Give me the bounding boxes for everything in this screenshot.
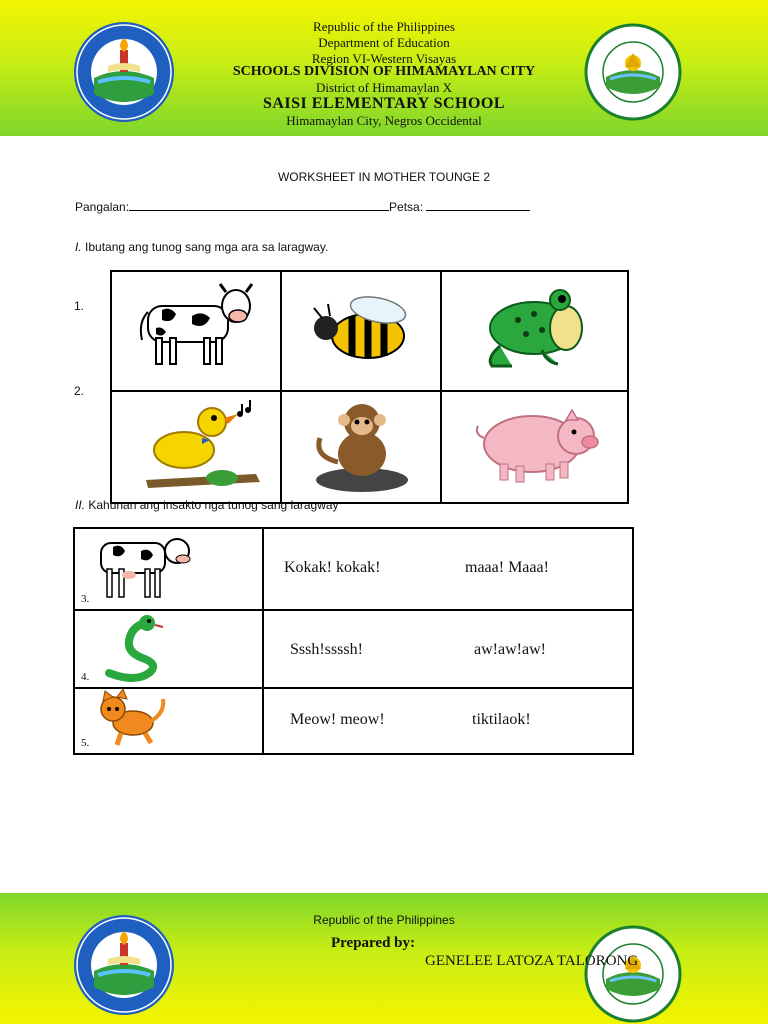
sound-choice[interactable]: Sssh!ssssh! [290,641,363,658]
date-label: Petsa: [389,200,424,214]
picture-cell [281,391,441,503]
part1-picture-table [110,270,629,504]
sound-choice[interactable]: maaa! Maaa! [465,559,549,576]
choices-cell [263,688,633,754]
part2-choice-table [73,527,634,755]
picture-cell [74,610,263,688]
picture-cell [111,271,281,391]
snake-icon [95,613,175,685]
school-seal-icon [584,925,682,1023]
teacher-name: GENELEE LATOZA TALORONG [425,953,639,969]
school-location: Himamaylan City, Negros Occidental [286,113,482,128]
picture-cell [74,688,263,754]
part2-number: II. [75,498,86,512]
part2-row-number: 4. [81,671,90,683]
sound-choice[interactable]: Kokak! kokak! [284,559,381,576]
part2-text: Kahunan ang insakto nga tunog sang laragway [88,498,339,512]
header-republic: Republic of the Philippines [313,19,455,34]
header-division: SCHOOLS DIVISION OF HIMAMAYLAN CITY [232,64,536,79]
sound-choice[interactable]: aw!aw!aw! [474,641,546,658]
picture-cell [111,391,281,503]
header-department: Department of Education [318,35,450,50]
cow-icon [112,272,280,385]
cow-icon [91,529,201,607]
cat-icon [93,689,169,749]
picture-cell [281,271,441,391]
picture-cell [441,391,628,503]
sound-choice[interactable]: Meow! meow! [290,711,385,728]
division-seal-icon [72,913,176,1017]
choices-cell [263,528,633,610]
part1-row-number: 2. [74,384,85,398]
header-region: Region VI-Western Visayas [311,51,457,66]
frog-icon [442,272,627,385]
picture-cell [74,528,263,610]
part2-row-number: 5. [81,737,90,749]
part2-row-number: 3. [81,593,90,605]
name-line [75,199,530,214]
sound-choice[interactable]: tiktilaok! [472,711,531,728]
part1-number: I. [75,240,82,254]
footer-republic: Republic of the Philippines [313,913,455,927]
bee-icon [282,272,440,385]
worksheet-title: WORKSHEET IN MOTHER TOUNGE 2 [277,170,491,184]
monkey-icon [282,392,440,497]
header-district: District of Himamaylan X [315,80,453,95]
part1-text: Ibutang ang tunog sang mga ara sa laragway. [85,240,329,254]
part1-instruction [75,240,328,254]
prepared-by-label: Prepared by: [331,935,416,951]
part1-row-number: 1. [74,299,85,313]
date-blank[interactable] [426,199,530,211]
part2-instruction [75,498,339,512]
pig-icon [442,392,627,497]
name-label: Pangalan: [75,200,130,214]
name-blank[interactable] [129,199,389,211]
picture-cell [441,271,628,391]
bird-icon [112,392,280,497]
choices-cell [263,610,633,688]
school-name: SAISI ELEMENTARY SCHOOL [262,95,506,112]
